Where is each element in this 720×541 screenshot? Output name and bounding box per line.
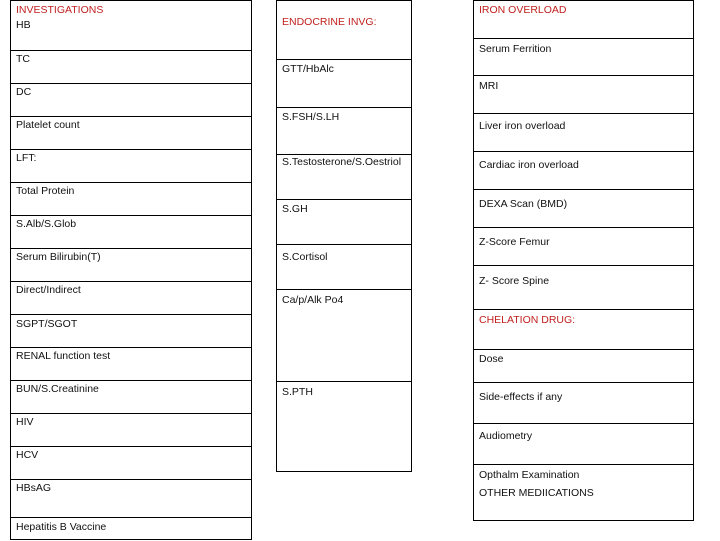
table-row <box>474 190 693 228</box>
cell-label: RENAL function test <box>16 350 111 362</box>
table-row-hb <box>11 1 251 51</box>
cell-label: Audiometry <box>479 430 533 442</box>
table-row <box>11 447 251 480</box>
cell-label: Hepatitis B Vaccine <box>16 521 107 533</box>
cell-label: S.FSH/S.LH <box>282 111 340 123</box>
table-row <box>474 228 693 266</box>
table-row <box>11 282 251 315</box>
table-row <box>474 383 693 424</box>
cell-label: SGPT/SGOT <box>16 318 78 330</box>
table-row <box>11 150 251 183</box>
cell-label: Total Protein <box>16 185 75 197</box>
table-row <box>277 1 411 60</box>
table-row <box>277 245 411 290</box>
table-row <box>11 480 251 518</box>
cell-label: S.Cortisol <box>282 251 328 263</box>
cell-label: Serum Bilirubin(T) <box>16 251 101 263</box>
table-row <box>11 518 251 541</box>
endocrine-table <box>276 0 412 472</box>
table-row <box>474 465 693 522</box>
iron-overload-table <box>473 0 694 521</box>
investigations-table <box>10 0 252 540</box>
table-row <box>11 381 251 414</box>
cell-label: TC <box>16 53 30 65</box>
table-row <box>474 424 693 465</box>
cell-label: OTHER MEDIICATIONS <box>479 487 594 499</box>
table-row <box>474 76 693 114</box>
cell-label: HIV <box>16 416 34 428</box>
table-row <box>11 216 251 249</box>
cell-label: HB <box>16 19 31 31</box>
cell-label: BUN/S.Creatinine <box>16 383 99 395</box>
cell-label: MRI <box>479 80 499 92</box>
endocrine-heading: ENDOCRINE INVG: <box>282 16 377 28</box>
table-row <box>474 152 693 190</box>
investigations-heading: INVESTIGATIONS <box>16 4 104 16</box>
cell-label: Ca/p/Alk Po4 <box>282 294 344 306</box>
table-row <box>277 382 411 473</box>
cell-label: GTT/HbAlc <box>282 63 334 75</box>
cell-label: Z-Score Femur <box>479 236 550 248</box>
chelation-drug-heading: CHELATION DRUG: <box>479 314 576 326</box>
table-row <box>474 39 693 76</box>
cell-label: S.Testosterone/S.Oestriol <box>282 156 402 168</box>
table-row <box>11 348 251 381</box>
table-row <box>277 155 411 200</box>
table-row <box>11 84 251 117</box>
cell-label: S.PTH <box>282 386 313 398</box>
cell-label: Platelet count <box>16 119 80 131</box>
cell-label: Direct/Indirect <box>16 284 81 296</box>
table-row <box>277 200 411 245</box>
iron-overload-heading: IRON OVERLOAD <box>479 4 567 16</box>
table-row <box>474 266 693 310</box>
cell-label: S.Alb/S.Glob <box>16 218 77 230</box>
table-row <box>11 117 251 150</box>
cell-label: LFT: <box>16 152 37 164</box>
table-row <box>474 1 693 39</box>
table-row <box>11 51 251 84</box>
table-row <box>11 414 251 447</box>
cell-label: HCV <box>16 449 39 461</box>
cell-label: Cardiac iron overload <box>479 159 579 171</box>
table-row <box>277 290 411 382</box>
table-row <box>474 350 693 383</box>
cell-label: DEXA Scan (BMD) <box>479 198 568 210</box>
cell-label: Liver iron overload <box>479 120 566 132</box>
cell-label: S.GH <box>282 203 308 215</box>
table-row <box>474 114 693 152</box>
table-row <box>11 183 251 216</box>
table-row <box>277 60 411 108</box>
table-row <box>11 249 251 282</box>
table-row <box>11 315 251 348</box>
cell-label: Dose <box>479 353 504 365</box>
cell-label: Z- Score Spine <box>479 275 550 287</box>
table-row <box>474 310 693 350</box>
cell-label: Opthalm Examination <box>479 469 580 481</box>
cell-label: DC <box>16 86 32 98</box>
cell-label: HBsAG <box>16 482 52 494</box>
table-row <box>277 108 411 155</box>
cell-label: Serum Ferrition <box>479 43 552 55</box>
cell-label: Side-effects if any <box>479 391 563 403</box>
